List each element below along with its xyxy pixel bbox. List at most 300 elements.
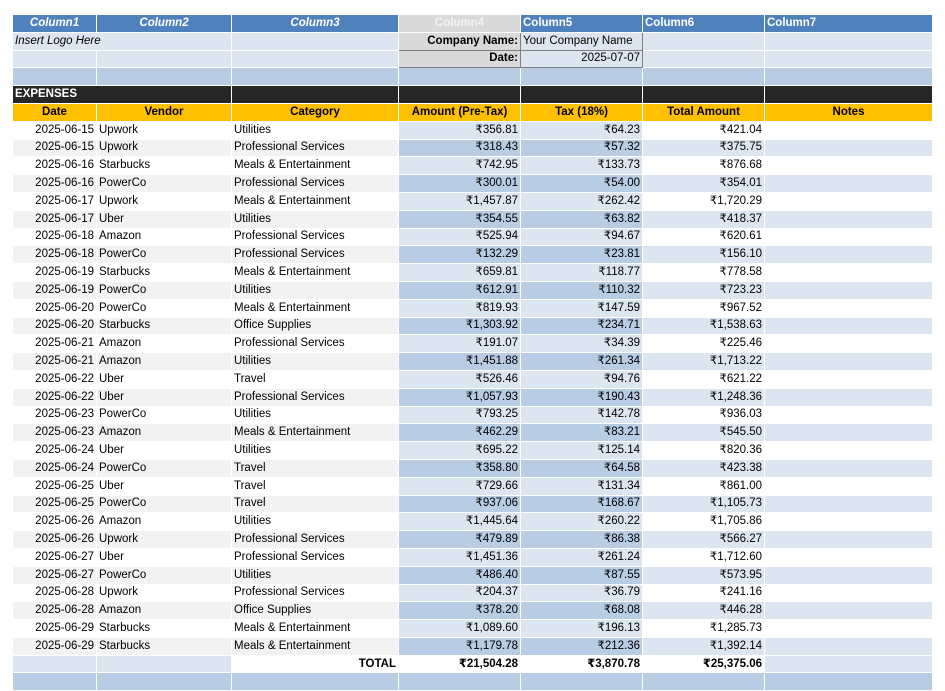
empty-cell[interactable]	[13, 50, 97, 68]
cell-tax[interactable]: ₹190.43	[521, 388, 643, 406]
total-label[interactable]: TOTAL	[232, 655, 399, 673]
empty-cell[interactable]	[232, 673, 399, 691]
cell-vendor[interactable]: Starbucks	[97, 620, 232, 638]
empty-cell[interactable]	[643, 68, 765, 86]
cell-date[interactable]: 2025-06-29	[13, 620, 97, 638]
cell-date[interactable]: 2025-06-22	[13, 388, 97, 406]
empty-cell[interactable]	[765, 32, 933, 50]
date-row	[13, 50, 933, 68]
cell-notes[interactable]	[765, 620, 933, 638]
cell-vendor[interactable]: Upwork	[97, 121, 232, 139]
cell-total[interactable]: ₹375.75	[643, 139, 765, 157]
cell-date[interactable]: 2025-06-16	[13, 157, 97, 175]
cell-tax[interactable]: ₹262.42	[521, 192, 643, 210]
cell-total[interactable]: ₹1,712.60	[643, 548, 765, 566]
cell-notes[interactable]	[765, 513, 933, 531]
column-header-2[interactable]: Column2	[97, 15, 232, 33]
cell-category[interactable]: Professional Services	[232, 548, 399, 566]
empty-cell[interactable]	[13, 673, 97, 691]
cell-notes[interactable]	[765, 246, 933, 264]
cell-notes[interactable]	[765, 353, 933, 371]
cell-tax[interactable]: ₹212.36	[521, 637, 643, 655]
table-row	[13, 281, 933, 299]
cell-amount[interactable]: ₹1,457.87	[399, 192, 521, 210]
cell-category[interactable]: Meals & Entertainment	[232, 637, 399, 655]
header-vendor[interactable]: Vendor	[97, 103, 232, 121]
cell-vendor[interactable]: PowerCo	[97, 566, 232, 584]
cell-category[interactable]: Professional Services	[232, 335, 399, 353]
empty-cell[interactable]	[643, 86, 765, 104]
cell-vendor[interactable]: PowerCo	[97, 495, 232, 513]
cell-total[interactable]: ₹418.37	[643, 210, 765, 228]
cell-vendor[interactable]: PowerCo	[97, 299, 232, 317]
cell-vendor[interactable]: Starbucks	[97, 317, 232, 335]
cell-date[interactable]: 2025-06-23	[13, 424, 97, 442]
cell-vendor[interactable]: Starbucks	[97, 264, 232, 282]
cell-tax[interactable]: ₹36.79	[521, 584, 643, 602]
cell-total[interactable]: ₹621.22	[643, 370, 765, 388]
cell-date[interactable]: 2025-06-20	[13, 299, 97, 317]
cell-tax[interactable]: ₹23.81	[521, 246, 643, 264]
cell-amount[interactable]: ₹1,451.88	[399, 353, 521, 371]
cell-tax[interactable]: ₹110.32	[521, 281, 643, 299]
empty-cell[interactable]	[765, 68, 933, 86]
cell-category[interactable]: Professional Services	[232, 584, 399, 602]
cell-category[interactable]: Utilities	[232, 353, 399, 371]
cell-notes[interactable]	[765, 139, 933, 157]
cell-amount[interactable]: ₹1,179.78	[399, 637, 521, 655]
empty-cell[interactable]	[765, 86, 933, 104]
cell-category[interactable]: Utilities	[232, 566, 399, 584]
expenses-title[interactable]: EXPENSES	[13, 86, 232, 104]
cell-total[interactable]: ₹1,713.22	[643, 353, 765, 371]
cell-tax[interactable]: ₹64.58	[521, 459, 643, 477]
cell-notes[interactable]	[765, 264, 933, 282]
cell-tax[interactable]: ₹94.76	[521, 370, 643, 388]
cell-vendor[interactable]: PowerCo	[97, 281, 232, 299]
empty-cell[interactable]	[232, 32, 399, 50]
cell-date[interactable]: 2025-06-23	[13, 406, 97, 424]
header-category[interactable]: Category	[232, 103, 399, 121]
table-row	[13, 121, 933, 139]
cell-category[interactable]: Meals & Entertainment	[232, 264, 399, 282]
column-header-5[interactable]: Column5	[521, 15, 643, 33]
cell-date[interactable]: 2025-06-25	[13, 477, 97, 495]
cell-amount[interactable]: ₹356.81	[399, 121, 521, 139]
table-row	[13, 548, 933, 566]
empty-cell[interactable]	[232, 68, 399, 86]
cell-amount[interactable]: ₹1,303.92	[399, 317, 521, 335]
cell-date[interactable]: 2025-06-24	[13, 442, 97, 460]
cell-vendor[interactable]: Uber	[97, 442, 232, 460]
cell-tax[interactable]: ₹118.77	[521, 264, 643, 282]
table-row	[13, 495, 933, 513]
cell-category[interactable]: Meals & Entertainment	[232, 424, 399, 442]
cell-tax[interactable]: ₹131.34	[521, 477, 643, 495]
empty-cell[interactable]	[399, 86, 521, 104]
cell-notes[interactable]	[765, 175, 933, 193]
expense-sheet	[12, 14, 933, 691]
column-header-3[interactable]: Column3	[232, 15, 399, 33]
cell-notes[interactable]	[765, 228, 933, 246]
cell-category[interactable]: Utilities	[232, 281, 399, 299]
cell-notes[interactable]	[765, 459, 933, 477]
cell-total[interactable]: ₹967.52	[643, 299, 765, 317]
cell-amount[interactable]: ₹526.46	[399, 370, 521, 388]
cell-total[interactable]: ₹1,285.73	[643, 620, 765, 638]
cell-date[interactable]: 2025-06-21	[13, 353, 97, 371]
cell-tax[interactable]: ₹63.82	[521, 210, 643, 228]
empty-cell[interactable]	[399, 673, 521, 691]
cell-amount[interactable]: ₹1,089.60	[399, 620, 521, 638]
empty-cell[interactable]	[399, 68, 521, 86]
cell-notes[interactable]	[765, 281, 933, 299]
empty-cell[interactable]	[97, 655, 232, 673]
cell-vendor[interactable]: Upwork	[97, 192, 232, 210]
empty-cell[interactable]	[765, 655, 933, 673]
empty-cell[interactable]	[521, 86, 643, 104]
cell-notes[interactable]	[765, 406, 933, 424]
empty-cell[interactable]	[521, 673, 643, 691]
empty-cell[interactable]	[765, 50, 933, 68]
spacer-row	[13, 68, 933, 86]
cell-tax[interactable]: ₹68.08	[521, 602, 643, 620]
date-label: Date:	[399, 50, 521, 68]
cell-tax[interactable]: ₹86.38	[521, 531, 643, 549]
cell-total[interactable]: ₹876.68	[643, 157, 765, 175]
column-header-7[interactable]: Column7	[765, 15, 933, 33]
cell-vendor[interactable]: Amazon	[97, 513, 232, 531]
cell-date[interactable]: 2025-06-18	[13, 228, 97, 246]
column-header-1[interactable]: Column1	[13, 15, 97, 33]
table-row	[13, 157, 933, 175]
cell-date[interactable]: 2025-06-29	[13, 637, 97, 655]
table-row	[13, 353, 933, 371]
cell-vendor[interactable]: Upwork	[97, 584, 232, 602]
table-row	[13, 513, 933, 531]
cell-tax[interactable]: ₹125.14	[521, 442, 643, 460]
cell-notes[interactable]	[765, 548, 933, 566]
cell-notes[interactable]	[765, 584, 933, 602]
cell-notes[interactable]	[765, 424, 933, 442]
cell-amount[interactable]: ₹479.89	[399, 531, 521, 549]
cell-vendor[interactable]: PowerCo	[97, 459, 232, 477]
cell-category[interactable]: Meals & Entertainment	[232, 620, 399, 638]
cell-date[interactable]: 2025-06-18	[13, 246, 97, 264]
cell-amount[interactable]: ₹695.22	[399, 442, 521, 460]
cell-amount[interactable]: ₹525.94	[399, 228, 521, 246]
cell-category[interactable]: Utilities	[232, 442, 399, 460]
expenses-title-row	[13, 86, 933, 104]
cell-total[interactable]: ₹1,105.73	[643, 495, 765, 513]
cell-total[interactable]: ₹620.61	[643, 228, 765, 246]
cell-notes[interactable]	[765, 602, 933, 620]
empty-cell[interactable]	[13, 68, 97, 86]
cell-amount[interactable]: ₹378.20	[399, 602, 521, 620]
table-row	[13, 139, 933, 157]
cell-tax[interactable]: ₹261.24	[521, 548, 643, 566]
cell-total[interactable]: ₹421.04	[643, 121, 765, 139]
cell-tax[interactable]: ₹64.23	[521, 121, 643, 139]
table-row	[13, 299, 933, 317]
cell-date[interactable]: 2025-06-27	[13, 548, 97, 566]
cell-total[interactable]: ₹1,705.86	[643, 513, 765, 531]
cell-vendor[interactable]: PowerCo	[97, 406, 232, 424]
company-name-value[interactable]: Your Company Name	[521, 32, 643, 50]
empty-cell[interactable]	[97, 673, 232, 691]
cell-vendor[interactable]: Uber	[97, 210, 232, 228]
table-row	[13, 317, 933, 335]
table-row	[13, 442, 933, 460]
cell-category[interactable]: Travel	[232, 477, 399, 495]
cell-date[interactable]: 2025-06-25	[13, 495, 97, 513]
cell-date[interactable]: 2025-06-28	[13, 584, 97, 602]
cell-date[interactable]: 2025-06-19	[13, 264, 97, 282]
cell-total[interactable]: ₹861.00	[643, 477, 765, 495]
table-row	[13, 531, 933, 549]
cell-category[interactable]: Office Supplies	[232, 602, 399, 620]
column-header-6[interactable]: Column6	[643, 15, 765, 33]
cell-category[interactable]: Professional Services	[232, 246, 399, 264]
cell-notes[interactable]	[765, 317, 933, 335]
table-row	[13, 477, 933, 495]
cell-vendor[interactable]: Amazon	[97, 353, 232, 371]
cell-total[interactable]: ₹573.95	[643, 566, 765, 584]
header-amount[interactable]: Amount (Pre-Tax)	[399, 103, 521, 121]
empty-cell[interactable]	[643, 673, 765, 691]
cell-tax[interactable]: ₹260.22	[521, 513, 643, 531]
cell-notes[interactable]	[765, 157, 933, 175]
table-row	[13, 406, 933, 424]
cell-total[interactable]: ₹156.10	[643, 246, 765, 264]
cell-vendor[interactable]: Uber	[97, 477, 232, 495]
header-tax[interactable]: Tax (18%)	[521, 103, 643, 121]
cell-amount[interactable]: ₹354.55	[399, 210, 521, 228]
header-date[interactable]: Date	[13, 103, 97, 121]
cell-total[interactable]: ₹723.23	[643, 281, 765, 299]
cell-total[interactable]: ₹241.16	[643, 584, 765, 602]
cell-tax[interactable]: ₹54.00	[521, 175, 643, 193]
cell-amount[interactable]: ₹358.80	[399, 459, 521, 477]
cell-date[interactable]: 2025-06-28	[13, 602, 97, 620]
cell-total[interactable]: ₹1,720.29	[643, 192, 765, 210]
empty-cell[interactable]	[643, 32, 765, 50]
table-row	[13, 566, 933, 584]
cell-tax[interactable]: ₹133.73	[521, 157, 643, 175]
cell-amount[interactable]: ₹132.29	[399, 246, 521, 264]
cell-amount[interactable]: ₹659.81	[399, 264, 521, 282]
cell-vendor[interactable]: Amazon	[97, 602, 232, 620]
cell-notes[interactable]	[765, 495, 933, 513]
table-row	[13, 602, 933, 620]
empty-cell[interactable]	[97, 50, 232, 68]
empty-cell[interactable]	[13, 655, 97, 673]
cell-vendor[interactable]: Upwork	[97, 531, 232, 549]
cell-vendor[interactable]: Starbucks	[97, 157, 232, 175]
cell-date[interactable]: 2025-06-26	[13, 513, 97, 531]
cell-total[interactable]: ₹820.36	[643, 442, 765, 460]
company-row	[13, 32, 933, 50]
cell-date[interactable]: 2025-06-24	[13, 459, 97, 477]
cell-tax[interactable]: ₹83.21	[521, 424, 643, 442]
company-name-label: Company Name:	[399, 32, 521, 50]
cell-amount[interactable]: ₹486.40	[399, 566, 521, 584]
cell-notes[interactable]	[765, 121, 933, 139]
cell-total[interactable]: ₹225.46	[643, 335, 765, 353]
cell-date[interactable]: 2025-06-21	[13, 335, 97, 353]
cell-category[interactable]: Meals & Entertainment	[232, 192, 399, 210]
cell-amount[interactable]: ₹793.25	[399, 406, 521, 424]
cell-tax[interactable]: ₹147.59	[521, 299, 643, 317]
cell-date[interactable]: 2025-06-19	[13, 281, 97, 299]
cell-vendor[interactable]: Uber	[97, 388, 232, 406]
cell-vendor[interactable]: PowerCo	[97, 246, 232, 264]
cell-vendor[interactable]: PowerCo	[97, 175, 232, 193]
cell-category[interactable]: Professional Services	[232, 139, 399, 157]
cell-amount[interactable]: ₹612.91	[399, 281, 521, 299]
cell-total[interactable]: ₹423.38	[643, 459, 765, 477]
cell-amount[interactable]: ₹204.37	[399, 584, 521, 602]
cell-category[interactable]: Travel	[232, 370, 399, 388]
empty-cell[interactable]	[97, 68, 232, 86]
cell-category[interactable]: Meals & Entertainment	[232, 299, 399, 317]
date-value[interactable]: 2025-07-07	[521, 50, 643, 68]
cell-notes[interactable]	[765, 192, 933, 210]
logo-placeholder[interactable]: Insert Logo Here	[13, 32, 232, 50]
cell-vendor[interactable]: Starbucks	[97, 637, 232, 655]
cell-category[interactable]: Utilities	[232, 210, 399, 228]
cell-tax[interactable]: ₹57.32	[521, 139, 643, 157]
empty-cell[interactable]	[232, 86, 399, 104]
spacer-row	[13, 673, 933, 691]
cell-category[interactable]: Professional Services	[232, 388, 399, 406]
cell-category[interactable]: Utilities	[232, 121, 399, 139]
column-header-row	[13, 15, 933, 33]
cell-tax[interactable]: ₹168.67	[521, 495, 643, 513]
total-amount[interactable]: ₹21,504.28	[399, 655, 521, 673]
table-row	[13, 246, 933, 264]
cell-vendor[interactable]: Upwork	[97, 139, 232, 157]
table-row	[13, 620, 933, 638]
cell-category[interactable]: Utilities	[232, 406, 399, 424]
cell-amount[interactable]: ₹819.93	[399, 299, 521, 317]
table-row	[13, 228, 933, 246]
cell-notes[interactable]	[765, 370, 933, 388]
cell-notes[interactable]	[765, 210, 933, 228]
table-row	[13, 335, 933, 353]
cell-tax[interactable]: ₹261.34	[521, 353, 643, 371]
cell-notes[interactable]	[765, 388, 933, 406]
cell-tax[interactable]: ₹142.78	[521, 406, 643, 424]
cell-amount[interactable]: ₹937.06	[399, 495, 521, 513]
cell-amount[interactable]: ₹318.43	[399, 139, 521, 157]
cell-total[interactable]: ₹446.28	[643, 602, 765, 620]
cell-amount[interactable]: ₹742.95	[399, 157, 521, 175]
header-notes[interactable]: Notes	[765, 103, 933, 121]
cell-category[interactable]: Utilities	[232, 513, 399, 531]
table-row	[13, 637, 933, 655]
cell-amount[interactable]: ₹462.29	[399, 424, 521, 442]
cell-category[interactable]: Travel	[232, 459, 399, 477]
table-header-row	[13, 103, 933, 121]
cell-amount[interactable]: ₹300.01	[399, 175, 521, 193]
cell-total[interactable]: ₹1,248.36	[643, 388, 765, 406]
total-grand[interactable]: ₹25,375.06	[643, 655, 765, 673]
cell-notes[interactable]	[765, 566, 933, 584]
cell-date[interactable]: 2025-06-27	[13, 566, 97, 584]
cell-category[interactable]: Professional Services	[232, 228, 399, 246]
total-tax[interactable]: ₹3,870.78	[521, 655, 643, 673]
cell-vendor[interactable]: Amazon	[97, 335, 232, 353]
cell-date[interactable]: 2025-06-16	[13, 175, 97, 193]
cell-notes[interactable]	[765, 477, 933, 495]
column-header-4[interactable]: Column4	[399, 15, 521, 33]
cell-total[interactable]: ₹545.50	[643, 424, 765, 442]
cell-date[interactable]: 2025-06-22	[13, 370, 97, 388]
total-row	[13, 655, 933, 673]
cell-tax[interactable]: ₹234.71	[521, 317, 643, 335]
cell-amount[interactable]: ₹191.07	[399, 335, 521, 353]
cell-date[interactable]: 2025-06-26	[13, 531, 97, 549]
cell-vendor[interactable]: Uber	[97, 548, 232, 566]
cell-total[interactable]: ₹778.58	[643, 264, 765, 282]
cell-category[interactable]: Professional Services	[232, 531, 399, 549]
cell-date[interactable]: 2025-06-17	[13, 210, 97, 228]
cell-total[interactable]: ₹936.03	[643, 406, 765, 424]
cell-date[interactable]: 2025-06-17	[13, 192, 97, 210]
cell-total[interactable]: ₹1,392.14	[643, 637, 765, 655]
cell-tax[interactable]: ₹87.55	[521, 566, 643, 584]
cell-tax[interactable]: ₹34.39	[521, 335, 643, 353]
empty-cell[interactable]	[232, 50, 399, 68]
table-row	[13, 370, 933, 388]
header-total[interactable]: Total Amount	[643, 103, 765, 121]
cell-date[interactable]: 2025-06-20	[13, 317, 97, 335]
cell-amount[interactable]: ₹1,445.64	[399, 513, 521, 531]
cell-vendor[interactable]: Amazon	[97, 228, 232, 246]
table-row	[13, 424, 933, 442]
cell-vendor[interactable]: Uber	[97, 370, 232, 388]
cell-notes[interactable]	[765, 531, 933, 549]
table-row	[13, 192, 933, 210]
cell-tax[interactable]: ₹94.67	[521, 228, 643, 246]
cell-category[interactable]: Office Supplies	[232, 317, 399, 335]
cell-category[interactable]: Professional Services	[232, 175, 399, 193]
empty-cell[interactable]	[643, 50, 765, 68]
table-row	[13, 584, 933, 602]
cell-date[interactable]: 2025-06-15	[13, 121, 97, 139]
cell-notes[interactable]	[765, 442, 933, 460]
cell-total[interactable]: ₹566.27	[643, 531, 765, 549]
cell-total[interactable]: ₹354.01	[643, 175, 765, 193]
cell-notes[interactable]	[765, 335, 933, 353]
empty-cell[interactable]	[765, 673, 933, 691]
cell-notes[interactable]	[765, 637, 933, 655]
table-row	[13, 388, 933, 406]
table-row	[13, 264, 933, 282]
cell-amount[interactable]: ₹1,451.36	[399, 548, 521, 566]
cell-category[interactable]: Travel	[232, 495, 399, 513]
cell-amount[interactable]: ₹1,057.93	[399, 388, 521, 406]
cell-date[interactable]: 2025-06-15	[13, 139, 97, 157]
cell-total[interactable]: ₹1,538.63	[643, 317, 765, 335]
cell-notes[interactable]	[765, 299, 933, 317]
cell-vendor[interactable]: Amazon	[97, 424, 232, 442]
cell-category[interactable]: Meals & Entertainment	[232, 157, 399, 175]
cell-tax[interactable]: ₹196.13	[521, 620, 643, 638]
empty-cell[interactable]	[521, 68, 643, 86]
cell-amount[interactable]: ₹729.66	[399, 477, 521, 495]
